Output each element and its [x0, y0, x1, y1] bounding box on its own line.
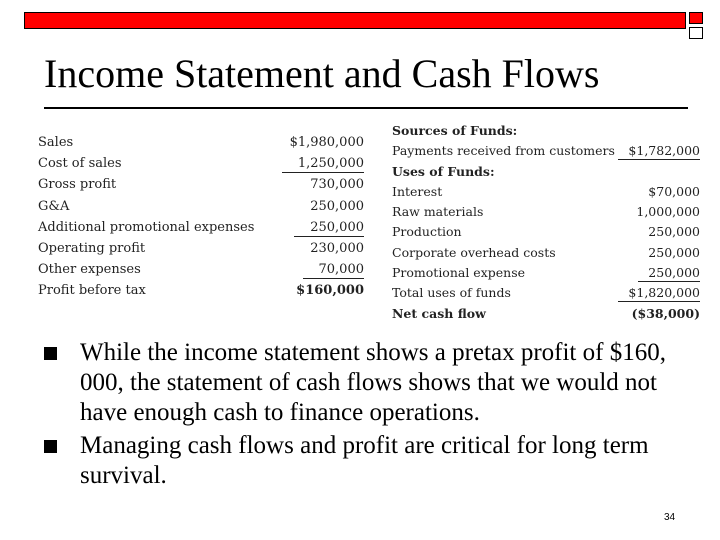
cash-row-production — [392, 223, 702, 243]
income-label: Additional promotional expenses — [38, 219, 255, 235]
title-underline — [44, 107, 688, 109]
slide-title: Income Statement and Cash Flows — [44, 51, 600, 96]
income-row-cost-of-sales — [38, 155, 368, 176]
cash-label: Raw materials — [392, 204, 484, 220]
bullet-list — [44, 338, 684, 494]
sources-header: Sources of Funds: — [392, 123, 518, 138]
cash-uses-header-row — [392, 163, 702, 183]
cash-label: Payments received from customers — [392, 143, 615, 159]
cash-value: 250,000 — [648, 244, 700, 260]
cash-value: 250,000 — [648, 224, 700, 240]
income-value: 250,000 — [310, 198, 364, 214]
income-row-operating-profit — [38, 240, 368, 261]
income-row-profit-before-tax — [38, 282, 368, 303]
cash-value: $1,820,000 — [618, 284, 700, 302]
cash-flow-table — [392, 122, 702, 325]
cash-label: Net cash flow — [392, 305, 486, 321]
header-red-bar — [24, 12, 686, 29]
income-value: 230,000 — [310, 240, 364, 256]
cash-label: Total uses of funds — [392, 285, 511, 301]
cash-row-promotional-expense — [392, 264, 702, 284]
bullet-text: Managing cash flows and profit are critical for long term survival. — [80, 432, 649, 489]
square-bullet-icon — [44, 347, 57, 360]
cash-label: Production — [392, 224, 462, 240]
income-row-promotional — [38, 219, 368, 240]
income-row-gross-profit — [38, 176, 368, 197]
income-label: Sales — [38, 135, 74, 150]
cash-label: Corporate overhead costs — [392, 244, 556, 260]
cash-value: 250,000 — [638, 264, 700, 282]
bullet-text: While the income statement shows a pretax profit of $160, 000, the statement of cash flows shows that we would not have enough cash to finance operations. — [80, 339, 666, 426]
income-label: Operating profit — [38, 240, 146, 256]
square-bullet-icon — [44, 440, 57, 453]
cash-total-row — [392, 284, 702, 304]
cash-sources-header-row — [392, 122, 702, 142]
cash-label: Interest — [392, 183, 443, 199]
income-label: Profit before tax — [38, 283, 146, 299]
income-row-sales — [38, 134, 368, 155]
income-value: 730,000 — [310, 177, 364, 193]
cash-net-row — [392, 305, 702, 325]
uses-header: Uses of Funds: — [392, 163, 495, 179]
cash-value: $70,000 — [648, 183, 700, 199]
income-value: 1,250,000 — [282, 155, 364, 173]
cash-label: Promotional expense — [392, 265, 526, 281]
income-value: 70,000 — [303, 261, 365, 279]
cash-payments-row — [392, 142, 702, 162]
income-label: Other expenses — [38, 262, 141, 278]
cash-value: 1,000,000 — [636, 204, 700, 220]
cash-value: ($38,000) — [631, 305, 700, 321]
income-label: Cost of sales — [38, 156, 122, 172]
bullet-item — [44, 338, 684, 428]
income-value: 250,000 — [294, 219, 364, 237]
cash-row-corporate-overhead — [392, 244, 702, 264]
cash-row-raw-materials — [392, 203, 702, 223]
cash-value: $1,782,000 — [618, 142, 700, 160]
income-value: $160,000 — [296, 283, 364, 299]
income-statement-table — [38, 134, 368, 304]
cash-row-interest — [392, 183, 702, 203]
income-label: G&A — [38, 198, 70, 214]
page-number: 34 — [664, 512, 676, 523]
income-row-ga — [38, 198, 368, 219]
income-value: $1,980,000 — [289, 135, 364, 150]
income-row-other-expenses — [38, 261, 368, 282]
corner-square-outline — [689, 27, 703, 39]
income-label: Gross profit — [38, 177, 117, 193]
bullet-item — [44, 431, 684, 491]
corner-square-filled — [689, 12, 703, 24]
